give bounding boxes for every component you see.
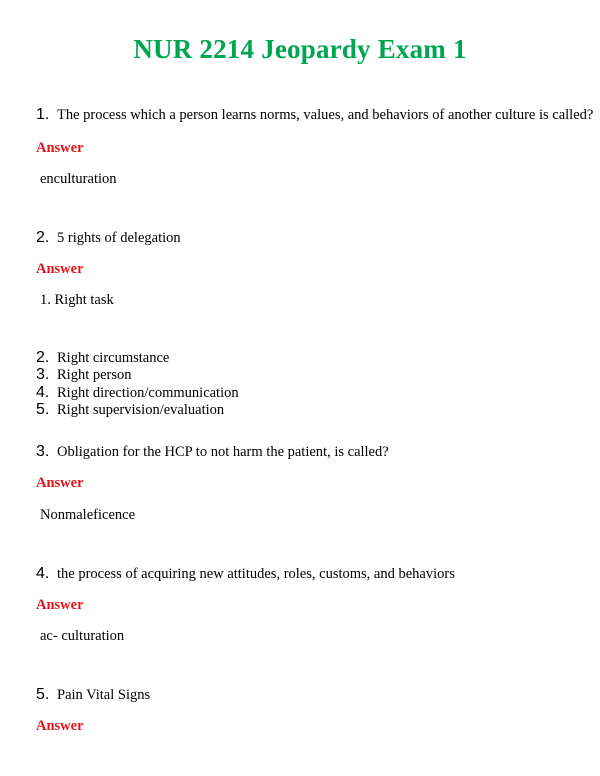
answer-label: Answer (36, 597, 84, 613)
item-number: 4. (36, 384, 50, 401)
answer-text: 1. Right task (40, 292, 114, 308)
answer-label: Answer (36, 475, 84, 491)
item-number: 5. (36, 401, 50, 418)
question-4 (36, 565, 455, 583)
item-number: 2. (36, 349, 50, 366)
item-text: Right circumstance (57, 350, 170, 366)
question-1 (36, 106, 593, 124)
question-number: 2. (36, 229, 50, 246)
question-text: 5 rights of delegation (57, 230, 181, 246)
answer-text: Nonmaleficence (40, 507, 136, 523)
question-text: the process of acquiring new attitudes, roles, customs, and behaviors (57, 566, 455, 582)
item-number: 3. (36, 366, 50, 383)
question-text: Pain Vital Signs (57, 687, 151, 703)
question-text: The process which a person learns norms, values, and behaviors of another culture is called? (57, 107, 594, 123)
question-3 (36, 443, 389, 461)
delegation-right-item (36, 349, 169, 367)
item-text: Right supervision/evaluation (57, 402, 225, 418)
delegation-right-item (36, 384, 239, 402)
answer-label: Answer (36, 140, 84, 156)
question-number: 5. (36, 686, 50, 703)
question-number: 1. (36, 106, 50, 123)
answer-text: ac- culturation (40, 628, 125, 644)
question-5 (36, 686, 150, 704)
question-number: 3. (36, 443, 50, 460)
item-text: Right direction/communication (57, 385, 239, 401)
question-number: 4. (36, 565, 50, 582)
question-text: Obligation for the HCP to not harm the patient, is called? (57, 444, 389, 460)
answer-text: enculturation (40, 171, 117, 187)
delegation-right-item (36, 401, 224, 419)
question-2 (36, 229, 181, 247)
item-text: Right person (57, 367, 132, 383)
answer-label: Answer (36, 261, 84, 277)
delegation-right-item (36, 366, 132, 384)
page-title: NUR 2214 Jeopardy Exam 1 (133, 34, 467, 64)
answer-label: Answer (36, 718, 84, 734)
